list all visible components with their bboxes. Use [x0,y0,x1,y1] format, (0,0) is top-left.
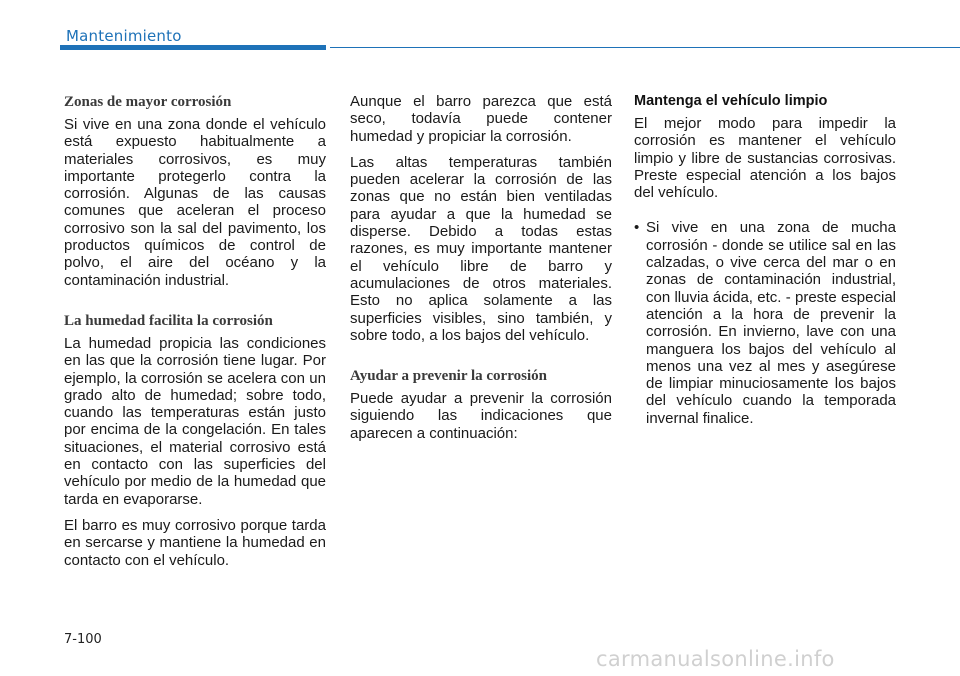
paragraph: El mejor modo para impedir la corrosión es mantener el vehículo limpio y libre de sustancias corrosivas. Preste especial atención a los bajos del vehículo. [634,115,896,202]
heading-humidity: La humedad facilita la corrosión [64,312,273,329]
paragraph: La humedad propicia las condiciones en las que la corrosión tiene lugar. Por ejemplo, la corrosión se acelera con un grado alto de humedad; sobre todo, cuando las temperaturas están justo por encima de la congelación. En tales situaciones, el material corrosivo está en contacto con las superficies del vehículo por medio de la humedad que tarda en evaporarse. [64,334,326,508]
heading-keep-clean: Mantenga el vehículo limpio [634,93,828,109]
bullet-icon: • [634,219,640,237]
header-rule-thin [330,47,960,48]
heading-corrosion-zones: Zonas de mayor corrosión [64,94,232,110]
column-right [634,93,896,427]
column-left [64,93,326,578]
heading-prevent-corrosion: Ayudar a prevenir la corrosión [350,368,547,385]
bullet-list [634,219,896,427]
paragraph: Si vive en una zona donde el vehículo está expuesto habitualmente a materiales corrosivos, es muy importante protegerlo contra la corrosión. Algunas de las causas comunes que aceleran el proceso corrosivo son la sal del pavimento, los productos químicos de control de polvo, el aire del océano y la contaminación industrial. [64,116,326,289]
paragraph: El barro es muy corrosivo porque tarda en sercarse y mantiene la humedad en contacto con el vehículo. [64,516,326,569]
list-item [634,219,896,427]
page-number: 7-100 [64,632,102,647]
paragraph: Aunque el barro parezca que está seco, todavía puede contener humedad y propiciar la corrosión. [350,93,612,145]
header-rule-thick [60,45,326,50]
list-item-text: Si vive en una zona de mucha corrosión - donde se utilice sal en las calzadas, o vive cerca del mar o en zonas de contaminación industrial, con lluvia ácida, etc. - preste especial atención a la hora de prevenir la corrosión. En invierno, lave con una manguera los bajos del vehículo al menos una vez al mes y asegúrese de limpiar minuciosamente los bajos del vehículo cuando la temporada invernal finalice. [646,219,896,427]
paragraph: Puede ayudar a prevenir la corrosión siguiendo las indicaciones que aparecen a continuación: [350,390,612,442]
column-middle [350,93,612,451]
section-title: Mantenimiento [66,27,182,45]
paragraph: Las altas temperaturas también pueden acelerar la corrosión de las zonas que no están bien ventiladas para ayudar a que la humedad se disperse. Debido a todas estas razones, es muy importante mantener el vehículo libre de barro y acumulaciones de otros materiales. Esto no aplica solamente a las superficies visibles, sino también, y sobre todo, a los bajos del vehículo. [350,153,612,344]
watermark: carmanualsonline.info [596,647,835,671]
